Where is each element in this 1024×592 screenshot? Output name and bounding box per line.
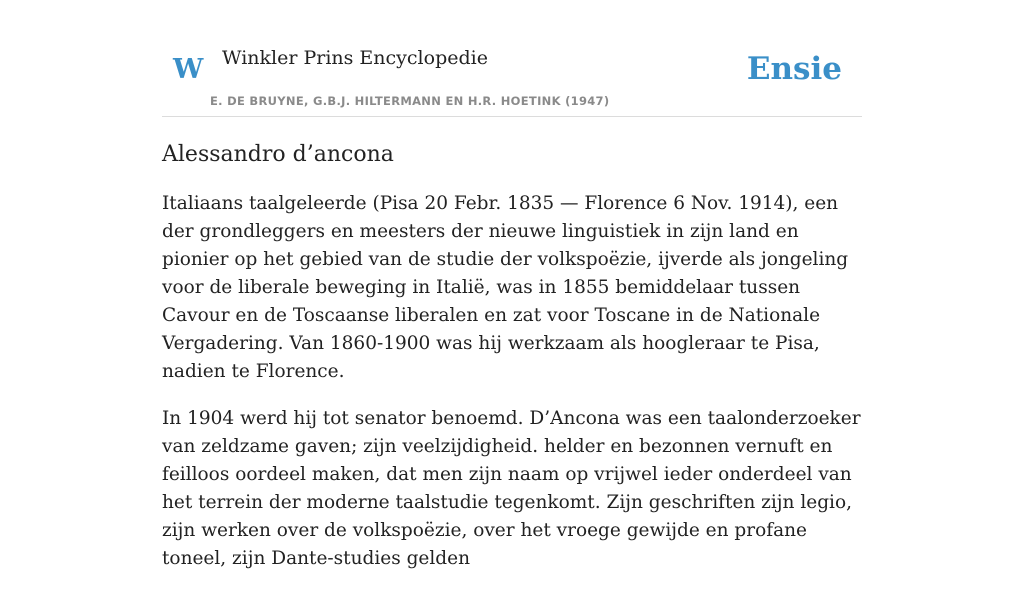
source-authors: E. DE BRUYNE, G.B.J. HILTERMANN EN H.R. HOETINK (1947) [210,94,610,108]
brand-logo[interactable]: Ensie [746,51,842,87]
article-body [162,190,862,573]
source-logo-icon[interactable]: W [173,54,204,85]
header [162,0,862,117]
source-title[interactable]: Winkler Prins Encyclopedie [222,47,488,69]
article-paragraph: In 1904 werd hij tot senator benoemd. D’Ancona was een taalonderzoeker van zeldzame gaven; zijn veelzijdigheid. helder en bezonnen vernuft en feilloos oordeel maken, dat men zijn naam op vrijwel ieder onderdeel van het terrein der moderne taalstudie tegenkomt. Zijn geschriften zijn legio, zijn werken over de volkspoëzie, over het vroege gewijde en profane toneel, zijn Dante-studies gelden [162,408,861,569]
article [162,138,862,592]
article-paragraph: Italiaans taalgeleerde (Pisa 20 Febr. 1835 — Florence 6 Nov. 1914), een der grondleggers en meesters der nieuwe linguistiek in zijn land en pionier op het gebied van de studie der volkspoëzie, ijverde als jongeling voor de liberale beweging in Italië, was in 1855 bemiddelaar tussen Cavour en de Toscaanse liberalen en zat voor Toscane in de Nationale Vergadering. Van 1860-1900 was hij werkzaam als hoogleraar te Pisa, nadien te Florence. [162,193,849,382]
article-title: Alessandro d’ancona [162,142,394,167]
